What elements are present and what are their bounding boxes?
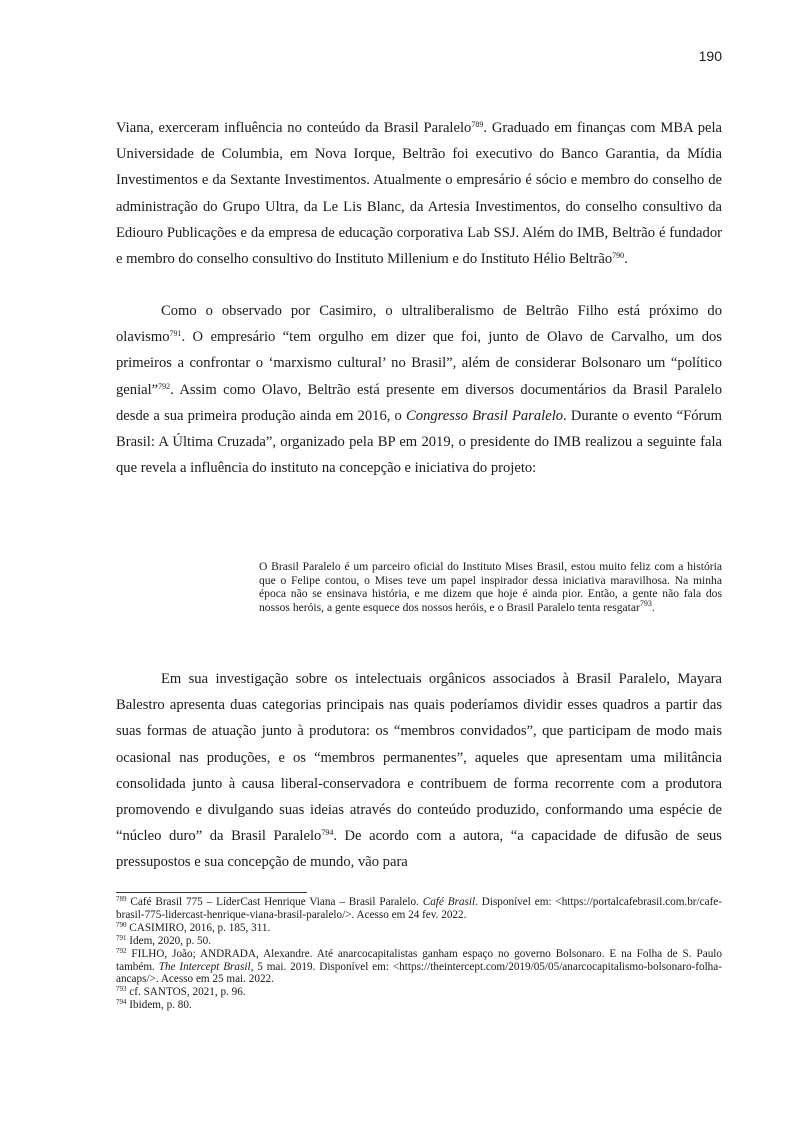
block-quote: O Brasil Paralelo é um parceiro oficial do Instituto Mises Brasil, estou muito feliz com a história que o Felipe contou, o Mises teve um papel inspirador dessa iniciativa maravilhosa. Na minha época não se ensinava história, e me dizem que hoje é ainda pior. Então, a gente não fala dos nossos heróis, a gente esquece dos nossos heróis, e o Brasil Paralelo tenta resgatar$^{793}$. bbox=[259, 560, 722, 614]
footnote-794: $^{794}$ Ibidem, p. 80. bbox=[116, 998, 192, 1012]
page-number: 190 bbox=[698, 48, 722, 64]
footnote-ref-794: 794 bbox=[321, 828, 334, 838]
footnote-ref-791: 791 bbox=[169, 329, 182, 339]
footnote-separator bbox=[116, 892, 307, 893]
footnote-792: $^{792}$ FILHO, João; ANDRADA, Alexandre. Até anarcocapitalistas ganham espaço no governo Bolsonaro. E na Folha de S. Paulo também. The Intercept Brasil, 5 mai. 2019. Disponível em: <https://theintercept.com/2019/05/05/anarcocapitalismo-bolsonaro-folha-ancaps/>. Acesso em 25 mai. 2022. bbox=[116, 946, 722, 986]
footnote-791: $^{791}$ Idem, 2020, p. 50. bbox=[116, 933, 212, 947]
paragraph-3: Em sua investigação sobre os intelectuais orgânicos associados à Brasil Paralelo, Mayara Balestro apresenta duas categorias principais nas quais poderíamos dividir esses quadros a partir das suas formas de atuação junto à produtora: os “membros convidados”, que participam de modo mais ocasional nas produções, e os “membros permanentes”, aqueles que apresentam uma militância consolidada junto à causa liberal-conservadora e contribuem de forma recorrente com a produtora promovendo e divulgando suas ideias através do conteúdo produzido, conformando uma espécie de “núcleo duro” da Brasil Paralelo$^{794}$. De acordo com a autora, “a capacidade de difusão de seus pressupostos e sua concepção de mundo, vão para bbox=[116, 671, 722, 871]
footnote-ref-792: 792 bbox=[158, 381, 171, 391]
paragraph-2: Como o observado por Casimiro, o ultraliberalismo de Beltrão Filho está próximo do olavismo$^{791}$. O empresário “tem orgulho em dizer que foi, junto de Olavo de Carvalho, um dos primeiros a confrontar o ‘marxismo cultural’ no Brasil”, além de considerar Bolsonaro um “político genial”$^{792}$. Assim como Olavo, Beltrão está presente em diversos documentários da Brasil Paralelo desde a sua primeira produção ainda em 2016, o Congresso Brasil Paralelo. Durante o evento “Fórum Brasil: A Última Cruzada”, organizado pela BP em 2019, o presidente do IMB realizou a seguinte fala que revela a influência do instituto na concepção e iniciativa do projeto: bbox=[116, 303, 722, 477]
italic-title: Congresso Brasil Paralelo bbox=[406, 407, 564, 424]
footnotes bbox=[116, 896, 722, 1012]
footnote-ref-789: 789 bbox=[471, 120, 484, 129]
footnote-790: $^{790}$ CASIMIRO, 2016, p. 185, 311. bbox=[116, 920, 271, 934]
footnote-789: $^{789}$ Café Brasil 775 – LíderCast Henrique Viana – Brasil Paralelo. Café Brasil. Disponível em: <https://portalcafebrasil.com.br/cafe-brasil-775-lidercast-henrique-viana-brasil-paralelo/>. Acesso em 24 fev. 2022. bbox=[116, 895, 722, 921]
footnote-793: $^{793}$ cf. SANTOS, 2021, p. 96. bbox=[116, 985, 246, 999]
paragraph-1: Viana, exerceram influência no conteúdo da Brasil Paralelo$^{789}$. Graduado em finanças com MBA pela Universidade de Columbia, em Nova Iorque, Beltrão foi executivo do Banco Garantia, da Mídia Investimentos e da Sextante Investimentos. Atualmente o empresário é sócio e membro do conselho de administração do Grupo Ultra, da Le Lis Blanc, da Artesia Investimentos, do conselho consultivo da Ediouro Publicações e da empresa de educação corporativa Lab SSJ. Além do IMB, Beltrão é fundador e membro do conselho consultivo do Instituto Millenium e do Instituto Hélio Beltrão$^{790}$. bbox=[116, 120, 723, 268]
footnote-ref-793: 793 bbox=[639, 598, 652, 608]
footnote-ref-790: 790 bbox=[612, 251, 625, 261]
